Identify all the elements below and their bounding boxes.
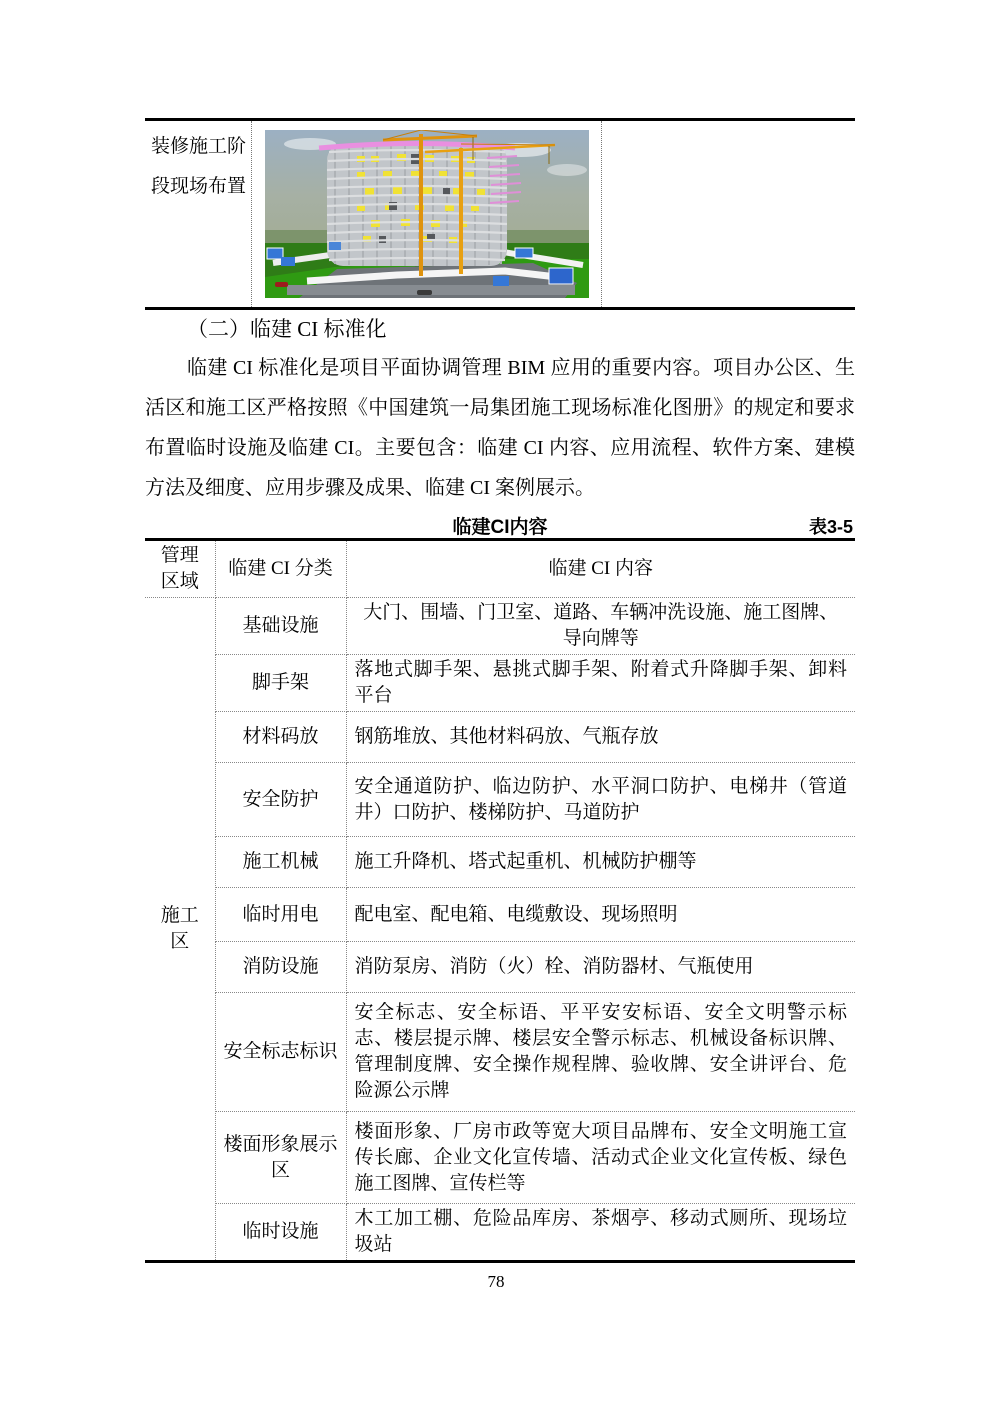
prev-page-table-row [145,118,855,310]
empty-cell [602,121,855,307]
content-cell: 安全标志、安全标语、平平安安标语、安全文明警示标志、楼层提示牌、楼层安全警示标志、机械设备标识牌、管理制度牌、安全操作规程牌、验收牌、安全讲评台、危险源公示牌 [346,993,855,1112]
stage-label-cell [145,121,252,307]
section-heading: （二）临建 CI 标准化 [187,317,387,341]
table-row [145,1112,855,1204]
content-cell: 木工加工棚、危险品库房、茶烟亭、移动式厕所、现场垃圾站 [346,1204,855,1261]
car-shape [275,282,288,287]
category-cell: 材料码放 [215,712,346,763]
car-shape [417,290,432,295]
category-cell: 基础设施 [215,598,346,655]
table-number-tag: 表3-5 [808,517,853,537]
bim-image-cell [252,121,602,307]
content-cell: 钢筋堆放、其他材料码放、气瓶存放 [346,712,855,763]
table-row [145,763,855,837]
page-content [145,0,855,1263]
page-number: 78 [487,1272,505,1291]
table-row [145,888,855,942]
table-header-row [145,541,855,598]
zone-cell: 施工区 [145,598,215,1261]
content-cell: 落地式脚手架、悬挑式脚手架、附着式升降脚手架、卸料平台 [346,655,855,712]
content-cell: 消防泵房、消防（火）栓、消防器材、气瓶使用 [346,942,855,993]
content-cell: 施工升降机、塔式起重机、机械防护棚等 [346,837,855,888]
table-row [145,993,855,1112]
header-ci-content: 临建 CI 内容 [346,541,855,598]
table-title-row [145,512,855,538]
table-row [145,712,855,763]
category-cell: 脚手架 [215,655,346,712]
table-title: 临建CI内容 [452,517,548,538]
table-row [145,655,855,712]
category-cell: 楼面形象展示区 [215,1112,346,1204]
bim-site-layout-rendering-image [265,130,589,298]
content-cell: 配电室、配电箱、电缆敷设、现场照明 [346,888,855,942]
content-cell: 楼面形象、厂房市政等宽大项目品牌布、安全文明施工宣传长廊、企业文化宣传墙、活动式企业文化宣传板、绿色施工图牌、宣传栏等 [346,1112,855,1204]
table-row [145,1204,855,1261]
table-row [145,942,855,993]
stage-label: 装修施工阶段现场布置 [151,136,247,197]
table-row [145,837,855,888]
header-management-zone: 管理区域 [145,541,215,598]
category-cell: 消防设施 [215,942,346,993]
ci-table-body [145,598,855,1261]
category-cell: 临时用电 [215,888,346,942]
body-paragraph: 临建 CI 标准化是项目平面协调管理 BIM 应用的重要内容。项目办公区、生活区和施工区严格按照《中国建筑一局集团施工现场标准化图册》的规定和要求布置临时设施及临建 CI。主要包含：临建 CI 内容、应用流程、软件方案、建模方法及细度、应用步骤及成果、临建 CI 案例展示。 [145,357,855,499]
category-cell: 临时设施 [215,1204,346,1261]
category-cell: 施工机械 [215,837,346,888]
category-cell: 安全防护 [215,763,346,837]
table-row [145,598,855,655]
content-cell: 大门、围墙、门卫室、道路、车辆冲洗设施、施工图牌、导向牌等 [346,598,855,655]
ci-table [145,538,855,1263]
content-cell: 安全通道防护、临边防护、水平洞口防护、电梯井（管道井）口防护、楼梯防护、马道防护 [346,763,855,837]
category-cell: 安全标志标识 [215,993,346,1112]
header-ci-category: 临建 CI 分类 [215,541,346,598]
